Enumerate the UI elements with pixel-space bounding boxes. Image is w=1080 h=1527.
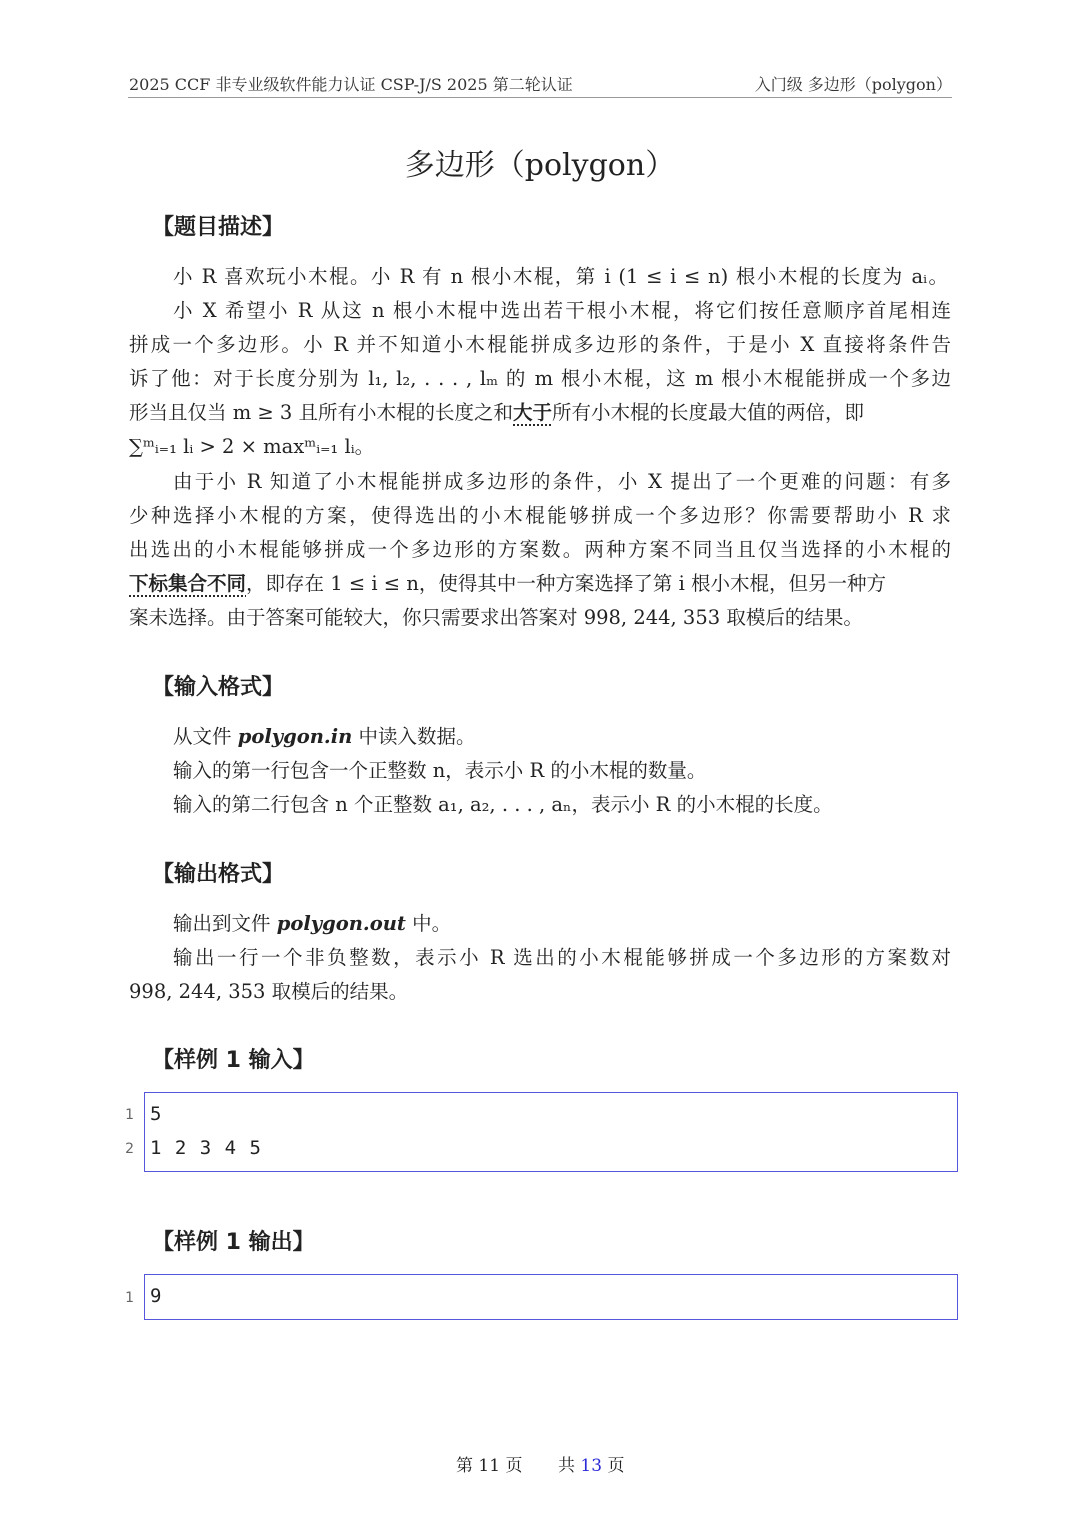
text: 所有小木棍的长度最大值的两倍，即	[552, 401, 865, 424]
filename: polygon.in	[237, 725, 353, 748]
desc-line: 小 R 喜欢玩小木棍。小 R 有 n 根小木棍，第 i (1 ≤ i ≤ n) 根小木棍的长度为 aᵢ。	[173, 265, 948, 288]
line-number: 1	[125, 1290, 134, 1306]
section-description: 【题目描述】	[152, 215, 285, 240]
text: 输出到文件	[173, 912, 277, 935]
emphasis: 下标集合不同	[129, 572, 247, 595]
code-line: 9	[150, 1285, 162, 1307]
output-line: 998, 244, 353 取模后的结果。	[129, 980, 409, 1003]
desc-line: 由于小 R 知道了小木棍能拼成多边形的条件，小 X 提出了一个更难的问题：有多	[173, 470, 951, 493]
code-line: 1 2 3 4 5	[150, 1137, 261, 1159]
sample-output-block	[144, 1274, 958, 1320]
total-pages	[558, 1451, 624, 1476]
section-sample-output: 【样例 1 输出】	[152, 1230, 315, 1255]
page-number: 第 11 页	[456, 1456, 523, 1476]
desc-line: 诉了他：对于长度分别为 l₁, l₂, . . . , lₘ 的 m 根小木棍，这 m 根小木棍能拼成一个多边	[129, 367, 951, 390]
text: 从文件	[173, 725, 238, 748]
header-rule	[128, 97, 952, 98]
desc-line	[129, 397, 951, 425]
text: 中读入数据。	[352, 725, 476, 748]
text: 形当且仅当 m ≥ 3 且所有小木棍的长度之和	[129, 401, 514, 424]
input-line: 输入的第一行包含一个正整数 n，表示小 R 的小木棍的数量。	[173, 759, 707, 782]
desc-line: 小 X 希望小 R 从这 n 根小木棍中选出若干根小木棍，将它们按任意顺序首尾相连	[173, 299, 951, 322]
page-title: 多边形（polygon）	[404, 148, 676, 183]
section-output: 【输出格式】	[152, 862, 285, 887]
output-line	[173, 908, 951, 936]
desc-line: 出选出的小木棍能够拼成一个多边形的方案数。两种方案不同当且仅当选择的小木棍的	[129, 538, 951, 561]
text: ，即存在 1 ≤ i ≤ n，使得其中一种方案选择了第 i 根小木棍，但另一种方	[246, 572, 887, 595]
section-input: 【输入格式】	[152, 675, 285, 700]
text: 页	[607, 1456, 625, 1476]
line-number: 1	[125, 1107, 134, 1123]
text: 中。	[405, 912, 452, 935]
input-line: 输入的第二行包含 n 个正整数 a₁, a₂, . . . , aₙ，表示小 R 的小木棍的长度。	[173, 793, 833, 816]
desc-line: 案未选择。由于答案可能较大，你只需要求出答案对 998, 244, 353 取模后的结果。	[129, 606, 863, 629]
desc-line: 少种选择小木棍的方案，使得选出的小木棍能够拼成一个多边形？你需要帮助小 R 求	[129, 504, 951, 527]
code-line: 5	[150, 1103, 162, 1125]
emphasis: 大于	[513, 401, 553, 424]
header-right: 入门级 多边形（polygon）	[754, 75, 952, 94]
text: 共	[558, 1456, 575, 1476]
input-line	[173, 721, 951, 749]
section-sample-input: 【样例 1 输入】	[152, 1048, 315, 1073]
output-line: 输出一行一个非负整数，表示小 R 选出的小木棍能够拼成一个多边形的方案数对	[173, 946, 951, 969]
desc-line: 拼成一个多边形。小 R 并不知道小木棍能拼成多边形的条件，于是小 X 直接将条件告	[129, 333, 951, 356]
desc-line	[129, 568, 951, 596]
total-pages-link[interactable]: 13	[580, 1456, 603, 1476]
filename: polygon.out	[276, 912, 406, 935]
line-number: 2	[125, 1141, 134, 1157]
header-left: 2025 CCF 非专业级软件能力认证 CSP-J/S 2025 第二轮认证	[129, 75, 573, 94]
sample-input-block	[144, 1092, 958, 1172]
formula: ∑ᵐᵢ₌₁ lᵢ > 2 × maxᵐᵢ₌₁ lᵢ。	[129, 435, 375, 458]
